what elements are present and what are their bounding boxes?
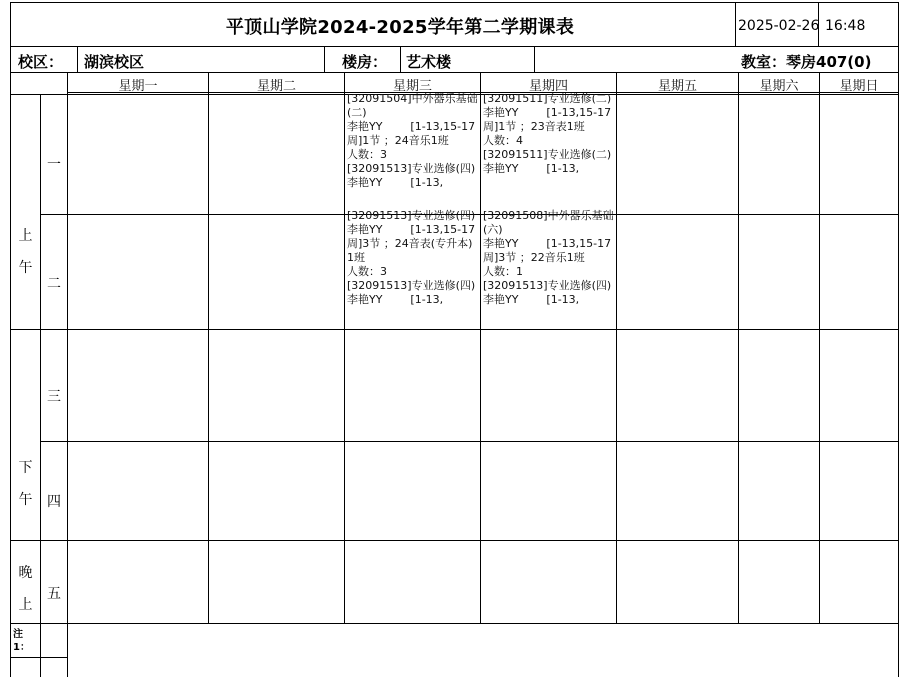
- afternoon-label: 下 午: [18, 460, 33, 508]
- day-header-fri: 星期五: [657, 79, 697, 94]
- grid-line: [819, 72, 820, 623]
- grid-line: [10, 657, 68, 658]
- grid-line: [735, 2, 736, 46]
- grid-line: [616, 72, 617, 623]
- building-value: 艺术楼: [406, 53, 452, 71]
- campus-value: 湖滨校区: [84, 53, 145, 71]
- grid-line: [344, 72, 345, 623]
- grid-line: [10, 72, 899, 73]
- grid-line: [480, 72, 481, 623]
- grid-line: [400, 46, 401, 72]
- period-2-label: 二: [47, 276, 61, 292]
- building-label: 楼房：: [342, 53, 388, 71]
- period-4-label: 四: [47, 494, 61, 510]
- print-time: 16:48: [825, 18, 866, 34]
- day-header-tue: 星期二: [256, 79, 296, 94]
- day-header-wed: 星期三: [392, 79, 432, 94]
- day-header-mon: 星期一: [118, 79, 158, 94]
- grid-line: [40, 441, 899, 442]
- grid-line: [10, 2, 899, 3]
- day-header-sun: 星期日: [839, 79, 879, 94]
- room-label: 教室：琴房407(0): [741, 53, 872, 71]
- campus-label: 校区：: [18, 53, 64, 71]
- course-cell-thu-p2: [32091508]中外器乐基础(六) 李艳YY [1-13,15-17周]3节 ；22音乐1班 人数：1 [32091513]专业选修(四) 李艳YY [1-13,: [483, 209, 614, 306]
- grid-line: [77, 46, 78, 72]
- period-1-label: 一: [47, 157, 61, 173]
- grid-line: [10, 46, 899, 47]
- morning-label: 上 午: [18, 228, 33, 276]
- grid-line: [324, 46, 325, 72]
- grid-line: [10, 540, 899, 541]
- course-cell-thu-p1: [32091511]专业选修(二) 李艳YY [1-13,15-17周]1节 ；23音表1班 人数：4 [32091511]专业选修(二) 李艳YY [1-13,: [483, 92, 612, 175]
- day-header-thu: 星期四: [528, 79, 568, 94]
- grid-line: [10, 623, 899, 624]
- grid-line: [67, 72, 68, 677]
- grid-line: [10, 329, 899, 330]
- period-5-label: 五: [47, 586, 61, 602]
- note-label: 注 1：: [13, 629, 30, 653]
- print-date: 2025-02-26: [738, 18, 820, 34]
- grid-line: [738, 72, 739, 623]
- evening-label: 晚 上: [18, 565, 33, 613]
- course-cell-wed-p2: [32091513]专业选修(四) 李艳YY [1-13,15-17周]3节 ；24音表(专升本)1班 人数：3 [32091513]专业选修(四) 李艳YY [1-13,: [347, 209, 476, 306]
- grid-line: [534, 46, 535, 72]
- page-title: 平顶山学院2024-2025学年第二学期课表: [225, 17, 575, 38]
- course-cell-wed-p1: [32091504]中外器乐基础(二) 李艳YY [1-13,15-17周]1节 ；24音乐1班 人数：3 [32091513]专业选修(四) 李艳YY [1-13,: [347, 92, 478, 189]
- period-3-label: 三: [47, 389, 61, 405]
- grid-line: [898, 2, 899, 677]
- day-header-sat: 星期六: [759, 79, 799, 94]
- grid-line: [208, 72, 209, 623]
